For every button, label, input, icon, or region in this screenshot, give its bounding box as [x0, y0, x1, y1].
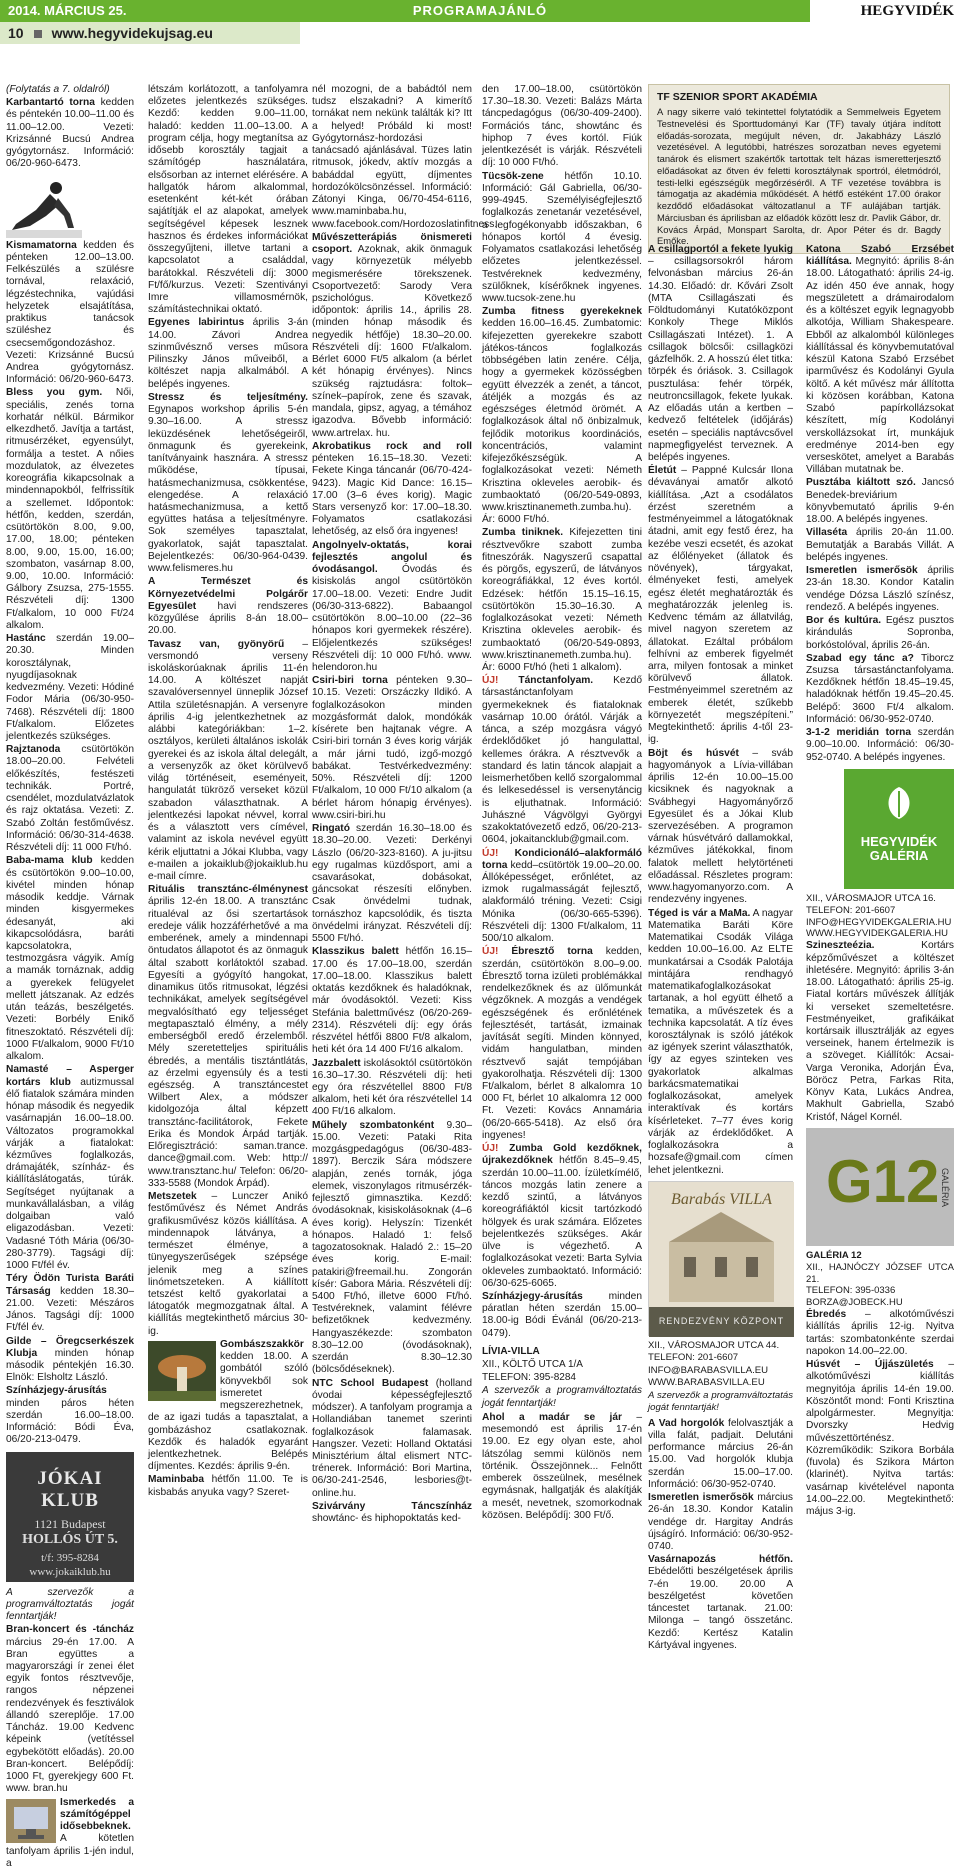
event-text: Megnyitó: április 8-án 18.00. Látogatható: április 24-ig. Az idén 450 éve annak, hogy megszületett a drámairodalom és a költészet egyik legnagyobb alkotója, William Shakespeare. Ebből az alkalomból különleges kiállítással és könyvbemutatóval készül Katona Szabó Erzsébet iparművész és Kodolányi Gyula költő. A két művész már állította ki közösen korábban, Katona Szabó papírkollázsokat készített, míg Kodolányi verskollázsokat írt, munkájuk eredménye 2014-ben egy verseskötet, amelyet a Barabás Villában mutatnak be.	[806, 256, 954, 476]
organizer-note: A szervezők a programváltoztatás jogát fenntartják!	[482, 1384, 642, 1409]
event-text: – csillagsorsokról három felvonásban március 26-án 14.30. Előadó: dr. Kővári Zsolt (MTA Csillagászati és Földtudományi Kutatóközpont Konkoly Thege Miklós Csillagászati Intézet). 1. A csillagok bölcsői: csillagközi gázfelhők. 2. A hosszú élet titka: törpék és óriások. 3. Csillagok pusztulása: fehér törpék, neutroncsillagok, fekete lyukak. Az előadás után a kertben – kedvező feltételek (időjárás) esetén – speciális naptávcsővel napmegfigyelést terveznek. A belépés ingyenes.	[648, 256, 793, 463]
event-title: Kismamatorna	[6, 239, 77, 251]
event-title: Gilde – Öregcserkészek Klubja	[6, 1335, 134, 1359]
event-title: Szineszteézia.	[806, 940, 875, 952]
event-text: – mesemondó est április 17-én 19.00. Ez egy olyan este, ahol látszólag semmi különös nem történik. Összejönnek... Felnőtt emberek összeülnek, mesélnek egymásnak, hallgatják és alakítják a mesét, nevetnek, szomorkodnak közösen. Belépődíj: 300 Ft/ő.	[482, 1411, 642, 1521]
event-title: Téry Ödön Turista Baráti Társaság	[6, 1273, 134, 1297]
event-text: kedden 18.00. A gombától szóló könyvekből sok ismeretet megszerezhetnek, de az igazi tudás a tapasztalat, a gombázáshoz csatlakoznak. Kezdők és haladók egyaránt jelentkezhetnek. Belépés díjmentes. Kezdés: április 9-én.	[148, 1351, 308, 1473]
jokai-address-line2: HOLLÓS ÚT 5.	[22, 1531, 118, 1547]
venue-phone: TELEFON: 395-8284	[482, 1371, 576, 1383]
galeria-12-logo	[806, 1128, 954, 1246]
event-title: A csillagportól a fekete lyukig	[648, 244, 793, 255]
leaf-icon	[879, 783, 919, 823]
event-title: Vasárnapozás hétfőn.	[648, 1554, 793, 1566]
ad-title: TF SZENIOR SPORT AKADÉMIA	[657, 91, 818, 103]
event-text: kedden és pénteken 12.00–13.00. Felkészülés a szülésre tornával, relaxáció, légzéstechnika, vajúdási helyzetek elsajátítása, praktikus tanácsok szüléshez és csecsemőgondozáshoz. Vezeti: Krizsánné Bucsú Andrea gyógytornász. Információ: 06/20-960-6473.	[6, 239, 134, 386]
event-title: Bran-koncert és -táncház	[6, 1624, 134, 1636]
event-text: április 12-én 18.00. A transztánc ritualéval az ősi szertartások eredeje válik hozzáférhetővé a ma emberének, amely a mindennapi öntudatos állapotot és az önmaguk által szabott korlátoktól szabad. Egyesíti a gyógyító hangokat, dinamikus ütős ritmusokat, légzési technikákat, amelyek segítségével megvalósítható egy teljességet megtapasztaló élmény, a mély emberségből eredő érzelemből. Mély szeretetteljes spirituális ébredés, a mentális tisztántlátás, az érzelmi egyensúly és a testi egészség. A transztáncestet Wilbert Alex, a módszer kidolgozója által képzett transztánc-facilitátorok, Fekete Erika és Mondok Árpád tartják. Előregisztráció: saman.trance. dance@gmail.com. Web: http:// www.transztanc.hu/ Telefon: 06/20-333-5588 (Mondok Árpád).	[148, 896, 308, 1189]
event-title: Hastánc	[6, 633, 46, 645]
computer-photo	[6, 1799, 56, 1843]
event-text: – alkotóművészi kiállítás megnyitója április 14-én 19.00. Köszöntőt mond: Fonti Krisztina alpolgármester. Megnyitja: Dvorszky Hedvig művészettörténész. Közreműködik: Szikora Borbála (fuvola) és Szikora Márton (klarinét). Nyitva tartás: vasárnap kivételével naponta 14.00–22.00. Megtekinthető: május 3-ig.	[806, 1359, 955, 1517]
event-title: NTC School Budapest	[312, 1377, 429, 1389]
column-4	[482, 84, 642, 1523]
event-title: Zumba fitness gyerekeknek	[482, 306, 642, 318]
barabas-villa-logo	[648, 1181, 793, 1336]
event-title: Ismeretlen ismerősök	[806, 565, 918, 577]
event-text: nél mozogni, de a babádtól nem tudsz elszakadni? A kimerítő tornákat nem nekünk találták ki? Itt a helyed! Próbáld ki most! Gyógytornász-hordozási tanácsadó ajánlásával. Tüzes latin ritmusok, jókedv, aktív mozgás a babáddal együtt, díjmentes hordozókölcsönzéssel. Információ: Zátonyi Kinga, 06/70-454-6116, www.maminbaba.hu, www.facebook.com/Hordozoslatinfitness.	[312, 84, 498, 230]
event-title: Metszetek	[148, 1191, 197, 1203]
hegyvidek-galeria-logo	[844, 769, 954, 889]
event-text: A nagyar Matematika Baráti Köre Matematikai Csodák Világa kedden 10.00–16.00. Az ELTE munkatársai a Csodák Palotája mintájára rendhagyó matematikafoglalkozásokat tartanak, a hol együtt élhető a tematika, a művészetek és a technika kapcsolatát. A tíz éves korosztálynak is szóló játékok az igények szerint választhatók, így az egyes szinteken ves gyakorlatok alkalmas barkácsmatematikai foglalkozásokat, amelyek interaktívak és kortárs kísérleteket. 7–77 éves korig várják az érdeklődőket. A foglalkozásokra a hozsafe@gmail.com címen lehet jelentkezni.	[648, 907, 793, 1176]
column-2	[148, 84, 308, 1500]
jokai-website[interactable]: www.jokaiklub.hu	[29, 1565, 111, 1578]
venue-address: XII., VÁROSMAJOR UTCA 16.	[806, 892, 936, 904]
venue-email[interactable]: INFO@HEGYVIDEKGALERIA.HU	[806, 916, 952, 928]
event-title: Tücsök-zene	[482, 170, 544, 182]
event-title: Zumba tiniknek.	[482, 527, 564, 539]
event-text: április 23-án 18.30. Kondor Katalin vendége Dózsa László színész, rendező. A belépés ingyenes.	[806, 565, 954, 613]
event-text: hétfőn 10.10. Információ: Gál Gabriella, 06/30-999-4945. Személyiségfejlesztő foglalkozás zenetanár vezetésével, a legfogékonyabb időszakban, 6 hónapos kortól 4 évesig. Folyamatos csatlakozási lehetőség előzetes jelentkezéssel. Testvéreknek kedvezmény, szülőknek, kísérőknek ingyenes. www.tucsok-zene.hu	[482, 170, 642, 304]
event-title: Bor és kultúra.	[806, 615, 882, 627]
event-text: pénteken 16.15–18.30. Vezeti: Fekete Kinga táncanár (06/70-424-9423). Magic Kid Dance: 16.15–17.00 (3–6 éves korig). Magic Stars versenyző kor: 17.00–18.30. Folyamatos csatlakozási lehetőség, az első óra ingyenes!	[312, 453, 472, 538]
event-text: kedden és csütörtökön 9.00–10.00, kivétel minden hónap második keddje. Várnak minden kisgyermekes édesanyát, aki kikapcsolódásra, baráti kapcsolatokra, testmozgásra vágyik. Amíg a mamák tornáznak, addig a gyerekek felügyelet mellett játszanak. Az edzés után teázás, beszélgetés. Vezeti: Borbély Enikő fitneszoktató. Részvételi díj: 1000 Ft/alkalom, 9000 Ft/10 alkalom.	[6, 855, 134, 1063]
event-text: – alkotóművészi kiállítás április 12-ig. Nyitva tartás: szombatonkénte szerdai napokon 14.00–22.00.	[806, 1309, 954, 1357]
event-text: március 26-án 18.30. Kondor Katalin vendége dr. Hargitay András újságíró. Információ: 06/30-952-0740.	[648, 1492, 793, 1552]
continuation-note: (Folytatás a 7. oldalról)	[6, 84, 110, 95]
event-text: létszám korlátozott, a tanfolyamra előzetes jelentkezés szükséges. Kezdő: kedden 9.00–11.00, haladó: kedden 11.00–13.00. A program célja, hogy megtanítsa az idősebb korosztály tagjait a számítógép használatára, elsősorban az internet elérésére. A hallgatók három alkalommal, esetenként két-két órában sajátítják el az alapokat, amelyek segítségével képesek lesznek hasznos és érdekes információkat összegyűjteni, illetve tartani a kapcsolatot a családdal, barátokkal. Részvételi díj: 3000 Ft/fő/kurzus. Vezeti: Szentiványi Imre villamosmérnök, számítástechnikai oktató.	[148, 84, 308, 316]
event-text: április 3-án 14.00. Závori Andrea szinművésznő verses műsora Pilinszky János műveiből, a költészet napja alkalmából. A belépés ingyenes.	[148, 317, 308, 390]
event-title: Művészetterápiás önismereti csoport.	[312, 231, 472, 256]
event-title: Villaséta	[806, 527, 848, 539]
event-text: minden páratlan héten szerdán 15.00–18.00-ig Bódi Évánál (06/20-213-0479).	[482, 1290, 642, 1339]
venue-info	[482, 1345, 642, 1410]
event-text: Egynapos workshop április 5-én 9.30–16.00. A stressz leküzdésének lehetőségeiről, önmagunk és gyerekeink, tanítványaink hasznára. A stressz működése, típusai, hatásmechanizmusa, csökkentése, elengedése. A relaxáció hatásmechanizmusa, a kettő együttes hatása a teljesítményre. Sok személyes tapasztalat, gyakorlatok, saját tapasztalat. Bejelentkezés: 06/30-964-0439. www.felismeres.hu	[148, 404, 308, 575]
event-text: csütörtökön 18.00–20.00. Felvételi előkészítés, festészeti technikák. Portré, csendélet, mozdulatvázlatok és rajz oktatása. Vezeti: Z. Szabó Zoltán festőművész. Információ: 06/30-314-4638. Részvételi díj: 11 000 Ft/hó.	[6, 744, 134, 854]
galeria-logo-text: HEGYVIDÉK GALÉRIA	[860, 833, 938, 864]
event-title: Angolnyelv-oktatás, korai fejlesztés angolul és óvodásangol.	[312, 539, 472, 576]
event-text: szerdán 19.00–20.30. Minden korosztálynak, nyugdíjasoknak kedvezmény. Vezeti: Hódiné Fodor Mária (06/30-950-7468). Részvételi díj: 1800 Ft/alkalom. Előzetes jelentkezés szükséges.	[6, 633, 134, 743]
mushroom-photo	[148, 1341, 216, 1401]
event-text: minden hónap második péntekjén 16.30. Elnök: Elsholtz László.	[6, 1347, 134, 1384]
event-title: Namasté – Asperger kortárs klub	[6, 1064, 134, 1088]
event-text: hétfőn 11.00. Te is kisbabás anyuka vagy? Szeret-	[148, 1474, 308, 1498]
g12-logo-label: GALÉRIA	[940, 1167, 950, 1207]
event-title: Ismeretlen ismerősök	[648, 1492, 754, 1504]
event-text: – sváb hagyományok a Lívia-villában április 12-én 10.00–15.00 kicsiknek és nagyoknak a Svábhegyi Hagyományőrző Egyesület és a Jókai Klub szervezésében. A programon várnak húsvétváró dallamokkal, kézműves játékokkal, finom falatok mellett helytörténeti előadással. Részletes program: www.hagyomanyorzo.com. A rendezvény ingyenes.	[648, 747, 793, 906]
event-text: Óvodás és kisiskolás angol csütörtökön 17.00–18.00. Vezeti: Endre Judit (06/30-313-6822). Babaangol csütörtökön 8.00–10.00 (22–36 hónapos kori gyermekek részére). Előjelentkezés szükséges! Részvételi díj: 10 000 Ft/hó. www. helendoron.hu	[312, 564, 472, 674]
event-title: A Természet és Környezetvédelmi Polgárőr Egyesület	[148, 576, 308, 612]
masthead: HEGYVIDÉK	[810, 0, 960, 22]
event-text: kedden 16.00–16.45. Zumbatomic: kifejezetten gyerekekre szabott játékos-táncos foglalkozás többségében latin zenére. Célja, hogy a gyermekek közösségben együtt élvezzék a zenét, a táncot, átéljék a mozgás és az egészséges életmód örömét. A foglalkozások által nő önbizalmuk, fejlődik motorikus koordinációs, koncentrációs, valamint kifejezőkészségük. A foglalkozásokat vezeti: Németh Krisztina okleveles aerobik- és zumbaoktató (06/20-549-0893, www.krisztinanemeth.zumba.hu). Ár: 6000 Ft/hó.	[482, 318, 642, 526]
venue-phone: TELEFON: 201-6607	[648, 1352, 739, 1364]
event-title: Ismerkedés a számítógéppel idősebbeknek.	[60, 1796, 134, 1833]
event-title: Ébredés	[806, 1309, 847, 1321]
event-title: Rituális transztánc-élménynest	[148, 884, 308, 896]
event-text: Női, speciális, zenés torna korhatár nélkül. Bármikor elkezdhető. Javítja a tartást, ritmusérzéket, egyensúlyt, formálja a testet. A nőies mozdulatok, az élvezetes koreográfia kikapcsolnak a mindennapokból, felfrissítik a szellemet. Időpontok: hétfőn, kedden, szerdán, csütörtökön 8.00, 9.00, 17.00, 18.00; pénteken 8.00, 9.00, 15.00, 16.00; szombaton, vasárnap 8.00, 9.00, 10.00. Információ: Gálbory Zsuzsa, 275-1555. Részvételi díj: 1300 Ft/alkalom, 10 000 Ft/24 alkalom.	[6, 387, 134, 631]
venue-name: LÍVIA-VILLA	[482, 1345, 540, 1357]
event-text: szerdán 16.30–18.00 és 18.30–20.00. Vezeti: Derkényi Lászlo (06/20-323-8160). A ju-jitsu egy rugalmas küzdősport, ami a csavarásokat, dobásokat, gáncsokat részesíti előnyben. Csak önvédelmi tudnak, tornászhoz kapcsolódik, és tiszta önvédelmi irányzat. Részvételi díj: 5500 Ft/hó.	[312, 823, 472, 945]
venue-phone: TELEFON: 395-0336	[806, 1285, 896, 1297]
event-text: – Pappné Kulcsár Ilona dévaványai amatőr alkotó kiállítása. „Azt a csodálatos érzést szeretném a festményeimmel a látogatóknak átadni, amit egy festő érez, ha kezébe veszi ecsetét, és azokat az élőlényeket (állatok és növények), tárgyakat, élményeket festi, amelyek egész életét meghatározták és meghatározzák jelenleg is. Kedvenc témám az állatvilág, mivel nagyon szeretem az állatokat. Ezáltal próbálom felhívni az emberek figyelmét arra, milyen fontosak a minket körülvevő állatok. Festményeimmel szeretném az emberek életét, szűkebb környezetét megszépíteni.” Megtekinthető: április 4-től 23-ig.	[648, 465, 793, 746]
venue-email[interactable]: INFO@BARABASVILLA.EU	[648, 1364, 769, 1376]
villa-logo-text: Barabás VILLA	[671, 1190, 772, 1208]
page-number: 10	[8, 25, 24, 41]
website-link[interactable]: www.hegyvidekujsag.eu	[51, 25, 213, 41]
venue-info	[806, 893, 954, 941]
venue-info	[648, 1340, 793, 1415]
venue-website[interactable]: WWW.BARABASVILLA.EU	[648, 1377, 765, 1389]
event-text: Egész pusztos kirándulás Sopronba, borkóstolóval, április 26-án.	[806, 615, 954, 651]
event-text: den 17.00–18.00, csütörtökön 17.30–18.30. Vezeti: Balázs Márta táncpedagógus (06/30-409-2400). Formációs tánc, showtánc és hiphop 7 éves kortól. Fiúk jelentkezését is várják. Részvételi díj: 10 000 Ft/hó.	[482, 84, 642, 169]
new-badge: ÚJ!	[482, 675, 499, 687]
jokai-phone: t/f: 395-8284	[41, 1552, 99, 1565]
event-title: Ringató	[312, 823, 350, 835]
event-title: Ébresztő torna	[511, 946, 593, 958]
event-text: 9.30–15.00. Vezeti: Pataki Rita mozgásgpedagógus (06/30-483-1897). Berczik Sára módszere alapján, zenés tornák, jóga elemek, viszonylagos ritmusérzék-fejlesztő gimnasztika. Kezdő: óvodásoknak, kisiskolásoknak (4–6 éves korig). Helyszín: Tizenkét hónapos. Haladó 1: felső tagozatosoknak. Haladó 2.: 15–20 éves korig. E-mail: patakiri@freemail.hu. Zongorán kísér: Gabora Mária. Részvételi díj: 5400 Ft/hó, illetve 6000 Ft/hó. Testvéreknek, valamint félévre befizetőknek kedvezmény. Hangyaszékezde: szombaton 8.30–12.00 (óvodásoknak), szerdán 8.30–12.30 (bölcsődéseknek).	[312, 1119, 472, 1376]
event-title: Húsvét – Újjászületés	[806, 1359, 934, 1371]
organizer-note: A szervezők a programváltoztatás jogát fenntartják!	[6, 1586, 134, 1623]
venue-info	[806, 1250, 954, 1309]
event-title: Pusztába kiáltott szó.	[806, 477, 916, 489]
event-title: Téged is vár a MaMa.	[648, 907, 751, 919]
event-text: iskolásoktól csütörtökön 16.30–17.30. Részvételi díj: heti egy óra részvétellel 8800 Ft/8 alkalom, heti két óra részvétellel 14 400 Ft/16 alkalom.	[312, 1057, 472, 1118]
venue-email[interactable]: BORZA@JOBECK.HU	[806, 1297, 903, 1309]
event-text: Kezdő társastánctanfolyam gyermekeknek és fiataloknak vasárnap 10.00 órától. Várják a tánca, a szép mozgásra vágyó érdeklődőket jó hangulattal, kellemes órákra. A résztvevők a standard és latin táncok alapjait a leismerhetőben kellő szorgalommal és lelkesedéssel is versenytáncig is eljuthatnak. Információ: Juhászné Vágvölgyi Györgyi szakoktatóvezető edző, 06/20-213-0604, jokaitancklub@gmail.com.	[482, 675, 642, 846]
venue-address: XII., HAJNÓCZY JÓZSEF UTCA 21.	[806, 1261, 954, 1285]
event-text: kedden 18.30–21.00. Vezeti: Mészáros János. Tagsági díj: 1000 Ft/fél év.	[6, 1285, 134, 1334]
event-text: hétfőn 16.15–17.00 és 17.00–18.00, szerdán 17.00–18.00. Klasszikus balett oktatás kezdőknek és haladóknak, már óvodásoktól. Vezeti: Kiss Stefánia balettművész (06/20-269-2314). Részvételi díj: egy órás részvétel hétfői 8800 Ft/8 alkalom, heti két óra 14 400 Ft/16 alkalom.	[312, 946, 472, 1056]
event-title: Ahol a madár se jár	[482, 1411, 622, 1423]
event-title: Stressz és teljesítmény.	[148, 391, 308, 403]
event-text: március 29-én 17.00. A Bran együttes a magyarországi ír zenei élet egyik fontos résztvevője, rangos népzenei rendezvények és fesztiválok állandó szereplője. 17.00 Táncház. 19.00 Kedvenc képeink (vetítéssel egybekötött előadás). 20.00 Bran-koncert. Belépődíj: 1000 Ft, gyerekjegy 600 Ft. www. bran.hu	[6, 1636, 134, 1795]
event-title: Karbantartó torna	[6, 97, 95, 109]
event-title: Bless you gym.	[6, 387, 103, 399]
event-text: Azoknak, akik önmaguk vagy környezetük mélyebb megismerésére törekszenek. Csoportvezető: Sarody Vera pszichológus. Következő időpontok: április 14., április 28. (minden hónap második és negyedik hétfője) 18.30–20.00. Részvételi díj: 1600 Ft/alkalom. Bérlet 6000 Ft/5 alkalom (a bérlet két hónapig érvényes). Nincs szükség rajztudásra: foltok–színek–papírok, zene és szavak, mandala, gipsz, agyag, a témához igazodva. Bővebb információ: www.artrelax. hu.	[312, 244, 472, 439]
event-text: kedden, szerdán, csütörtökön 8.00–9.00. Ébresztő torna izületi problémákkal rendelkezőknek és az ülőmunkát végzőknek. A mozgás a vendégek egészségének és erőnlétének fejlesztését, tartását, izmainak javítását segíti. Minden könnyed, vidám hangulatban, minden résztvevő saját tempójában gyakorolhatja. Részvételi díj: 1300 Ft/alkalom, bérlet 8 alkalomra 10 000 Ft, bérlet 10 alkalomra 12 000 Ft. Vezeti: Kovács Annamária (06/20-665-5418). Az első óra ingyenes!	[482, 946, 642, 1141]
top-bar	[0, 0, 960, 22]
yoga-photo	[6, 174, 82, 238]
section-title: PROGRAMAJÁNLÓ	[412, 3, 548, 18]
event-text: április 20-án 11.00. Bemutatják a Barabás Villát. A belépés ingyenes.	[806, 527, 954, 563]
jokai-address: 1121 Budapest	[34, 1517, 106, 1532]
g12-logo-text: G12	[826, 1147, 940, 1215]
event-text: havi rendszeres közgyűlése április 8-án 18.00–20.00.	[148, 600, 308, 637]
event-title: Maminbaba	[148, 1474, 205, 1486]
venue-website[interactable]: WWW.HEGYVIDEKGALERIA.HU	[806, 928, 948, 940]
event-title: Színházjegy-árusítás	[482, 1290, 583, 1302]
event-title: Egyenes labirintus	[148, 317, 245, 329]
event-title: Böjt és húsvét	[648, 747, 739, 759]
event-title: Akrobatikus rock and roll	[312, 440, 472, 452]
separator-square-icon	[34, 30, 42, 38]
event-text: kedd–csütörtök 19.00–20.00. Állóképességet, erőnlétet, az izmok rugalmasságát fejlesztő, alakformáló tréning. Vezeti: Csigi Mónika (06/30-665-5396). Részvételi díj: 1300 Ft/alkalom, 11 500/10 alkalom.	[482, 859, 642, 945]
new-badge: ÚJ!	[482, 1143, 499, 1155]
jokai-title: JÓKAI KLUB	[37, 1467, 103, 1512]
villa-logo-subtitle: RENDEZVÉNY KÖZPONT	[658, 1316, 785, 1327]
event-title: Színházjegy-árusítás	[6, 1385, 107, 1397]
event-text: hétfőn 8.45–9.45, szerdán 10.00–11.00. Ízületkímélő, táncos mozgás latin zenere a kezdő szintű, a látványos koreográfiáktól kicsit tartózkodó hölgyek és urak számára. Előzetes bejelentkezés szükséges. Akár ülve is végezhető. A foglalkozásokat vezeti: Barta Sylvia okleveles zumbaoktató. Információ: 06/30-625-6065.	[482, 1155, 642, 1289]
event-text: Kifejezetten tini résztvevőkre szabott zumba fitneszórák. Nagyszerű csapattal és pörgős, egyszerű, de látványos koreográfiákkal, 12 éves kortól. Edzések: hétfőn 15.15–16.15, csütörtökön 15.30–16.30. A foglalkozásokat vezeti: Németh Krisztina okleveles aerobik- és zumbaoktató (06/20-549-0893, www.krisztinanemeth.zumba.hu). Ár: 6000 Ft/hó (heti 1 alkalom).	[482, 527, 642, 674]
event-text: minden páros héten szerdán 16.00–18.00. Információ: Bódi Éva, 06/20-213-0479.	[6, 1397, 134, 1446]
event-title: Szabad egy tánc a?	[806, 652, 914, 664]
venue-phone: TELEFON: 201-6607	[806, 904, 896, 916]
event-title: A Vad horgolók	[648, 1417, 725, 1429]
event-title: Életút	[648, 465, 677, 477]
page-info-bar	[0, 22, 300, 44]
event-text: pénteken 9.30–10.15. Vezeti: Orszáczky Ildikó. A foglalkozásokon minden mozgásformát dalok, mondókák kísérete ben hajtanak végre. A Csiri-biri tornán 3 éves korig várják a már járni tudó, izgő-mozgó babákat. Testvérkedvezmény: 50%. Részvételi díj: 1200 Ft/alkalom, 10 000 Ft/10 alkalom (a bérlet három hónapig érvényes). www.csiri-biri.hu	[312, 675, 472, 821]
column-6	[806, 244, 954, 1519]
event-text: szerdán 9.00–10.00. Információ: 06/30-952-0740. A belépés ingyenes.	[806, 727, 955, 763]
jokai-klub-sign	[6, 1452, 134, 1582]
event-text: Tiborcz Zsuzsa társastánctanfolyama. Kezdőknek hétfőn 18.45–19.45, haladóknak hétfőn 19.45–20.45. Belépő: 3600 Ft/4 alkalom. Információ: 06/30-952-0740.	[806, 652, 954, 725]
event-title: Klasszikus balett	[312, 946, 399, 958]
venue-address: XII., VÁROSMAJOR UTCA 44.	[648, 1339, 780, 1351]
event-text: showtánc- és hiphopoktatás ked-	[312, 1513, 461, 1525]
event-title: Szivárvány Táncszínház	[312, 1500, 472, 1512]
column-1	[6, 84, 134, 1871]
event-title: Műhely szombatonként	[312, 1119, 435, 1131]
event-text: A kötetlen tanfolyam április 1-jén indul, a	[6, 1833, 134, 1869]
tf-senior-ad	[648, 84, 950, 254]
event-text: Kortárs képzőművészet a költészet ihletésére. Megnyitó: április 3-án 18.00. Látogatható: április 25-ig. Fiatal kortárs művészek állítják ki verseket szemeltetésre. Festményeiket, grafikáikat kortársaik illusztrálják az egyes verseinek, hanem értelmezik is a szöveget. Kiállítók: Acsai-Varga Veronika, Adorján Éva, Böröcz Petra, Farkas Rita, Könyv Kata, Lukács Andrea, Makhult Gabriella, Szabó Kristóf, Nágel Kornél.	[806, 940, 954, 1123]
event-title: Katona Szabó Erzsébet kiállítása.	[806, 244, 954, 268]
event-text: Jancsó Benedek-breviárium könyvbemutató április 9-én 18.00. A belépés ingyenes.	[806, 477, 955, 526]
event-text: (holland óvodai képességfejlesztő módszer). A tanfolyam programja a Hollandiában tanemet szerinti foglalkozások falamasak. Hangszer. Vezeti: Holland Oktatási Minisztérium által elismert NTC-trénerek. Információ: Bori Martina, 06/30-241-2546, lesbories@t-online.hu.	[312, 1377, 472, 1499]
new-badge: ÚJ!	[482, 847, 499, 859]
ad-text: A nagy sikerre való tekintettel folytatódik a Semmelweis Egyetem Testnevelési és Sporttudományi Kar (TF) tavaly útjára indított előadás-sorozata, megújult néven, dr. Jakabházy László vezetésével. A legutóbbi, hatrészes sorozatban neves egyetemi tanárok és elismert szakértők tartottak telt házas ismeretterjesztő előadásokat az őtven év feletti korosztálynak sportról, életmódról, testi-lelki egészségük megőrzéséről. A TF vezetése továbbra is támogatja az akadémia működését. A hétfő estéként 17.00 órakor kezdődő előadásokat változatlanul a TF aulájában tartják. Márciusban és áprilisban az előadók között lesz dr. Pavlik Gábor, dr. Kovács Árpád, Monspart Sarolta, dr. Apor Péter és dr. Bagdy Emőke.	[657, 106, 941, 247]
event-title: 3-1-2 meridián torna	[806, 727, 912, 739]
new-badge: ÚJ!	[482, 946, 499, 958]
event-text: autizmussal élő fiatalok számára minden hónap második és negyedik vasárnapján 16.00–18.00. Változatos programokkal várják a fiatalokat: kézműves foglalkozás, drámajáték, színház- és kiállításlátogatás, túrák. Segítséget nyújtanak a munkavállalásban, a világ dolgaiban való eligazodásban. Vezeti: Vadasné Tóth Mária (06/30-280-3779). Tagsági díj: 1000 Ft/fél év.	[6, 1076, 134, 1272]
event-title: Csiri-biri torna	[312, 675, 388, 687]
event-text: – versmondó verseny iskoláskorúaknak április 11-én 14.00. A költészet napját szavalóversennyel ünneplik József Attila születésnapján. A versenyre április 4-ig jelentkezhetnek az alábbi kategóriákban: 1–2. osztályos, kerületi általános iskolák gyerekei és az iskola által delegált, a versenyzők az öket körülvevő világ történéseit, eseményeit, hangulatát tükröző verseket közül szabadon választhatnak. A jelentkezési lapokat névvel, korral és a választott vers címével, valamint az iskola nevével együtt kérik eljuttatni a Jókai Klubba, vagy e-mailen a jokaiklub@jokaiklub.hu e-mail címre.	[148, 638, 309, 882]
event-title: Gombászszakkör	[220, 1338, 304, 1350]
event-title: Rajztanoda	[6, 744, 61, 756]
venue-name: GALÉRIA 12	[806, 1249, 862, 1261]
event-title: Tavasz van, gyönyörű	[148, 638, 285, 650]
event-text: – Lunczer Anikó festőművész és Német András grafikusművész közös kiállítása. A mindennapok látványa, a természet élménye, a tünyegyszerűségek szépsége jelenik meg a színes linómetszeteken. A kiállított tetszést keltő gyakorlatai a látogatók megmozgatnak által. A kiállítás megtekinthető március 30-ig.	[148, 1191, 308, 1337]
organizer-note: A szervezők a programváltoztatás jogát fenntartják!	[648, 1389, 793, 1414]
event-text: felolvasztják a villa falát, padjait. Delutáni performance március 26-án 15.00. Vad horgolók klubja szerdán 15.00–17.00. Információ: 06/30-952-0740.	[648, 1417, 793, 1490]
event-text: Ebédelőtti beszélgetések április 7-én 19.00. 20.00 A beszélgetést követően táncestet tartanak. 21.00: Milonga – tangó összetánc. Kezdő: Kertész Katalin Kártyával ingyenes.	[648, 1566, 793, 1651]
event-title: Jazzbalett	[312, 1057, 361, 1069]
event-title: Baba-mama klub	[6, 855, 93, 867]
event-title: Tánctanfolyam.	[518, 675, 594, 687]
issue-date: 2014. MÁRCIUS 25.	[8, 3, 127, 18]
column-5-body	[648, 244, 793, 1653]
venue-address: XII., KÖLTŐ UTCA 1/A	[482, 1358, 583, 1370]
event-title: Zumba Gold kezdőknek, újrakezdőknek	[482, 1143, 642, 1167]
event-title: Kondicionáló–alakformáló torna	[482, 847, 642, 871]
event-text: kedden és péntekén 10.00–11.00 és 11.00–12.00. Vezeti: Krizsánné Bucsú Andrea gyógytornász. Információ: 06/20-960-6473.	[6, 97, 134, 170]
